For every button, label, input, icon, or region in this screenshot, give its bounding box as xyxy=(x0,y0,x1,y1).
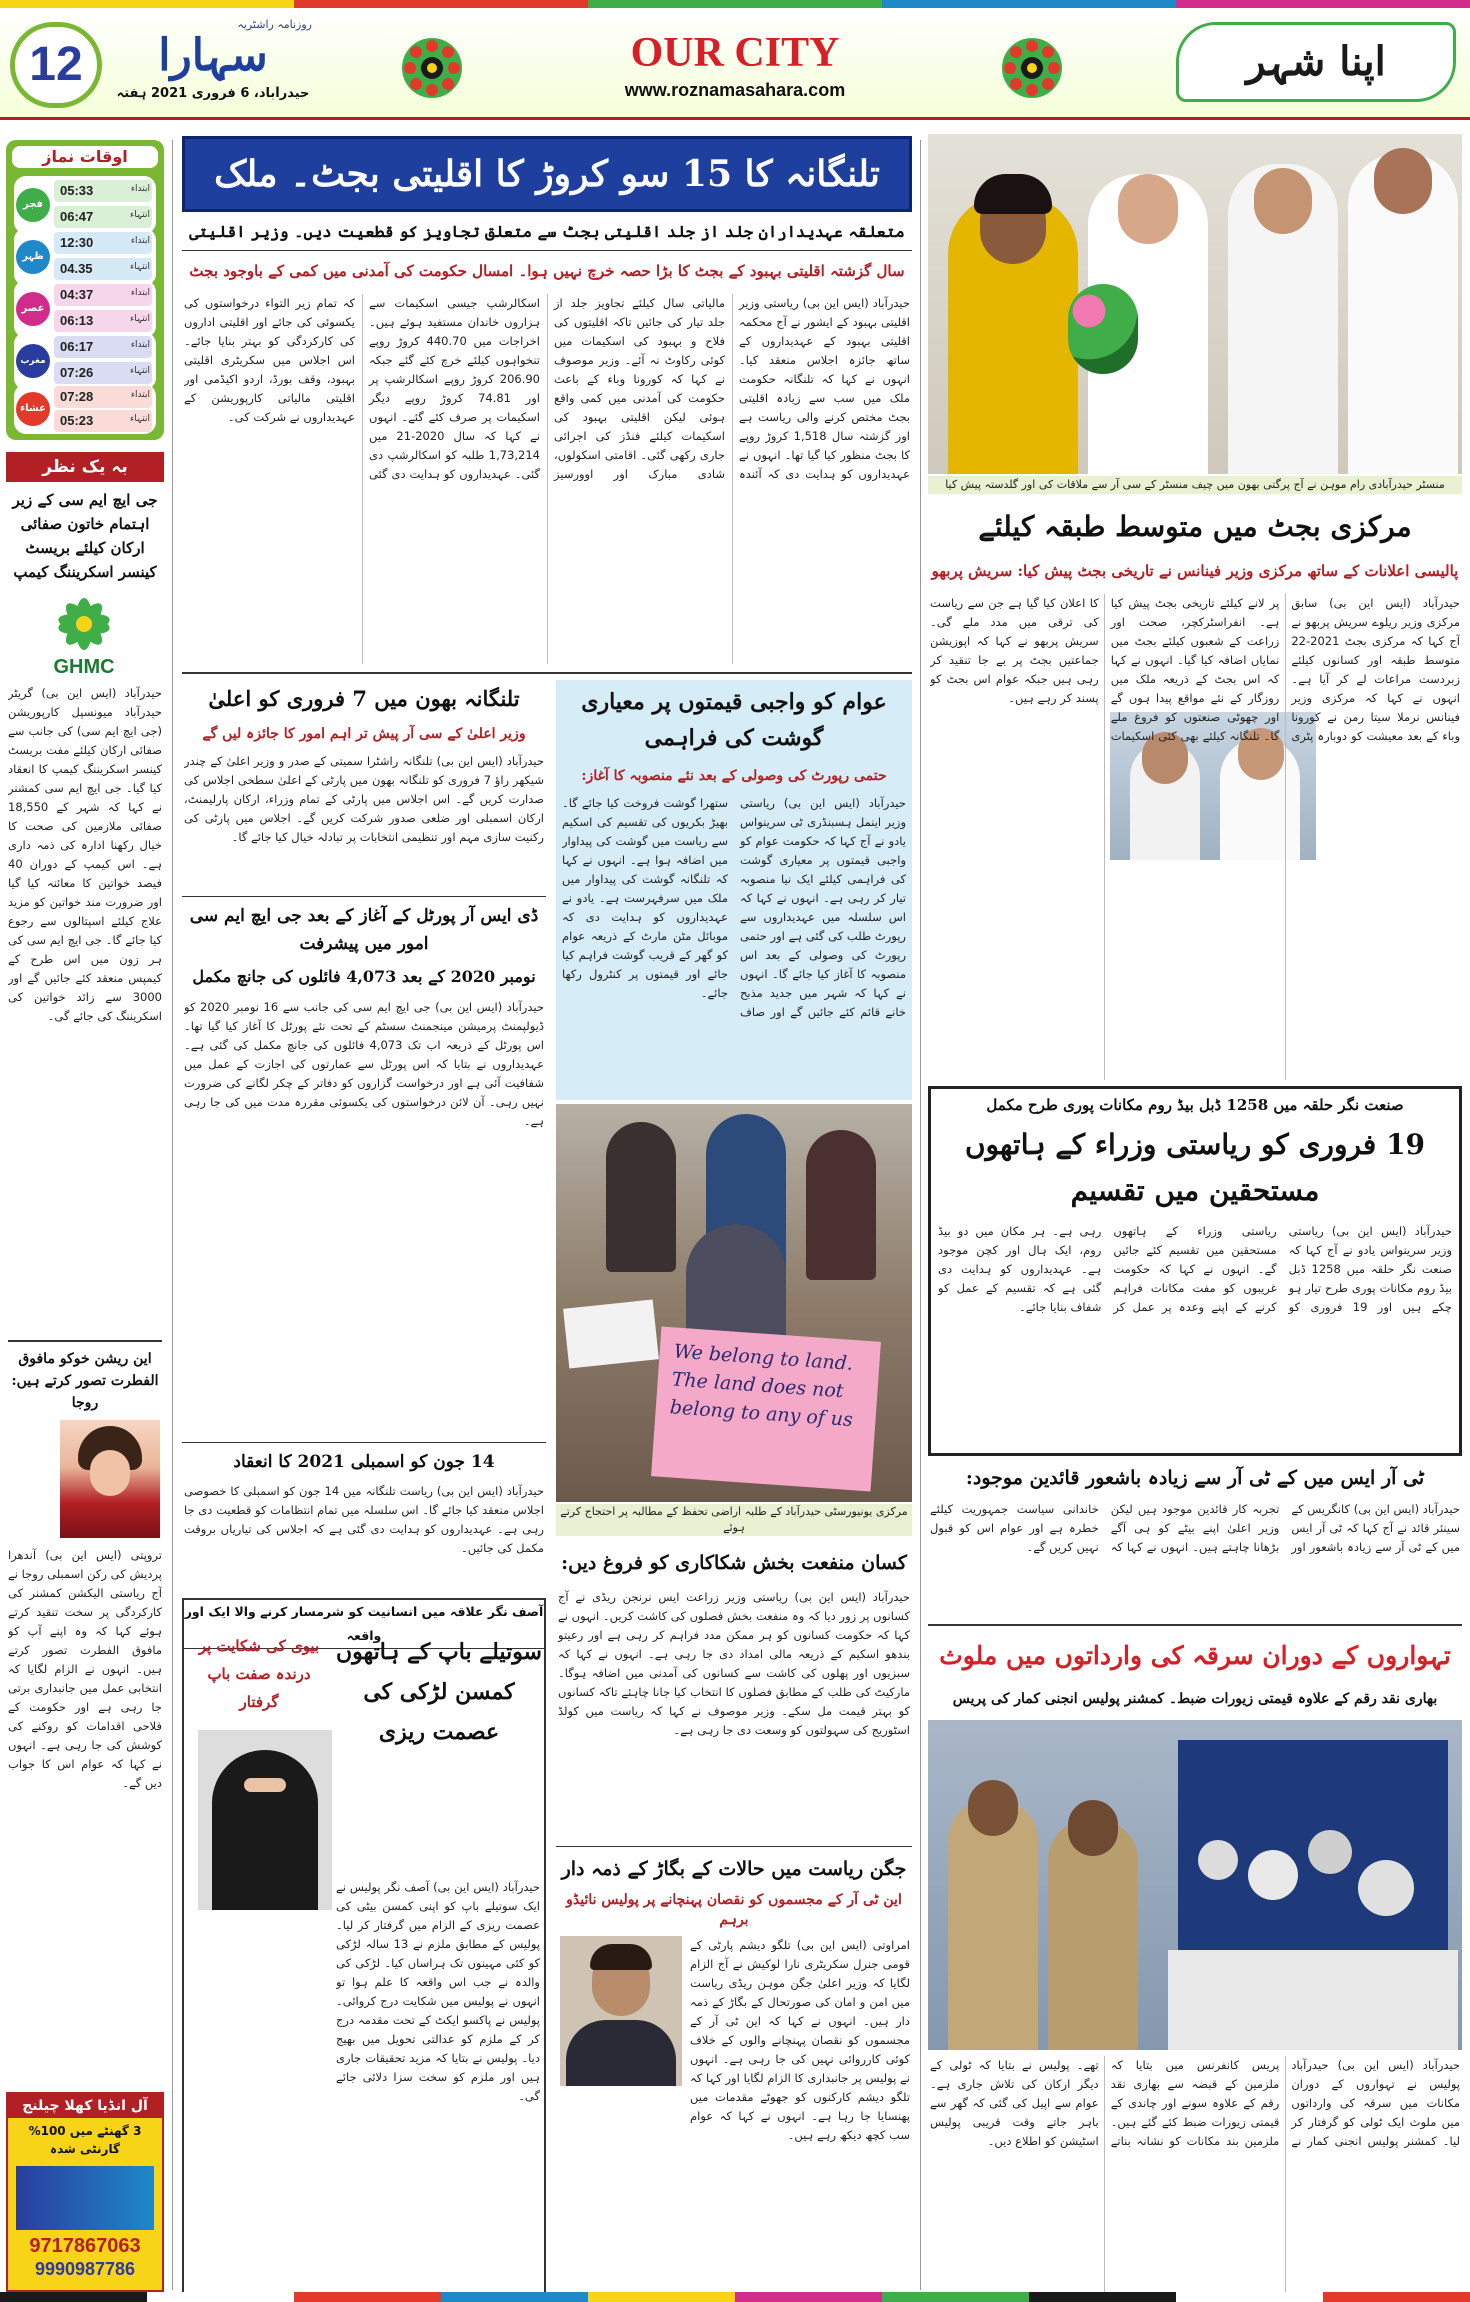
prayer-row-asr xyxy=(14,280,156,338)
ghmc-label: GHMC xyxy=(53,656,115,676)
ds-headline: ڈی ایس آر پورٹل کے آغاز کے بعد جی ایچ ایم سی امور میں پیشرفت xyxy=(189,906,539,954)
assembly-headline: 14 جون کو اسمبلی 2021 کا انعقاد xyxy=(233,1452,495,1472)
prayer-row-maghrib xyxy=(14,332,156,390)
section-name-tag xyxy=(1176,22,1456,102)
prayer-start: 07:28 xyxy=(54,386,152,408)
ad-phone1[interactable]: 9717867063 xyxy=(29,2235,141,2257)
lead-body: حیدرآباد (ایس این بی) ریاستی وزیر اقلیتی بہبود کے ایشور نے آج محکمہ اقلیتی بہبود کے عہدیداروں کے ساتھ جائزہ اجلاس منعقد کیا۔ انہوں نے کہا کہ تلنگانہ حکومت ملک میں سب سے زیادہ اقلیتی بجٹ مختص کرنے والی ریاست ہے اور گزشتہ سال 1,518 کروڑ روپے کا بجٹ منظور کیا گیا تھا۔ انہوں نے عہدیداروں کو ہدایت دی کہ آئندہ مالیاتی سال کیلئے تجاویز جلد از جلد تیار کی جائیں تاکہ اقلیتوں کی فلاح و بہبود کی اسکیمات میں کوئی رکاوٹ نہ آئے۔ وزیر موصوف نے کہا کہ کورونا وباء کے باعث حکومت کی آمدنی میں کمی واقع ہوئی لیکن اقلیتی بہبود کی اسکیمات کیلئے فنڈز کی اجرائی جاری رکھی گئی۔ اقامتی اسکولوں، شادی مبارک اور اوورسیز اسکالرشپ جیسی اسکیمات سے ہزاروں خاندان مستفید ہوئے ہیں۔ اخراجات میں 440.70 کروڑ روپے تنخواہوں کیلئے خرچ کئے گئے جبکہ 206.90 کروڑ روپے اسکالرشپ پر اور 74.81 کروڑ روپے دیگر اسکیمات پر صرف کئے گئے۔ انہوں نے کہا کہ سال 2020-21 میں 1,73,214 طلبہ کو اسکالرشپ دی گئی۔ عہدیداروں کو ہدایت دی گئی کہ تمام زیر التواء درخواستوں کی یکسوئی کی جائے اور اقلیتی اداروں کی کارکردگی کو بہتر بنایا جائے۔ اس اجلاس میں سکریٹری اقلیتی بہبود، وقف بورڈ، اردو اکیڈمی اور اقلیتی مالیاتی کارپوریشن کے عہدیداروں نے شرکت کی۔ xyxy=(184,296,910,481)
bouquet xyxy=(1068,284,1138,374)
prayer-name: ظہر xyxy=(16,240,50,274)
lokesh-photo xyxy=(560,1936,682,2086)
prayer-end: 06:13 xyxy=(54,310,152,332)
prayer-end: 04.35 xyxy=(54,258,152,280)
placard-text: We belong to land. The land does not belong to any of us xyxy=(669,1340,854,1432)
flower-emblem-icon xyxy=(1000,36,1064,100)
protest-placard xyxy=(651,1327,881,1492)
date-line: حیدرآباد، 6 فروری 2021 ہفتہ xyxy=(116,86,310,101)
theft-headline: تہواروں کے دوران سرقہ کی وارداتوں میں ملوث xyxy=(939,1641,1451,1670)
kcr-meeting-photo xyxy=(928,134,1462,474)
end-label: انتہاء xyxy=(130,366,150,376)
page-title: OUR CITY xyxy=(630,30,840,76)
prayer-end: 06:47 xyxy=(54,206,152,228)
budget-subhead: پالیسی اعلانات کے ساتھ مرکزی وزیر فینانس نے تاریخی بجٹ پیش کیا: سریش پربھو xyxy=(931,562,1459,580)
roja-headline: این ریشن خوکو مافوق الفطرت تصور کرتے ہیں: روجا xyxy=(11,1351,159,1411)
crime-body: حیدرآباد (ایس این بی) آصف نگر پولیس نے ایک سوتیلے باپ کو اپنی کمسن بیٹی کی عصمت ریزی کے الزام میں گرفتار کر لیا۔ پولیس کے مطابق ملزم نے 13 سالہ لڑکی کو کئی مہینوں تک ہراساں کیا۔ لڑکی کی والدہ نے جب اس واقعہ کا علم ہوا تو انہوں نے پولیس میں شکایت درج کروائی۔ پولیس نے پاکسو ایکٹ کے تحت مقدمہ درج کر کے ملزم کو عدالتی تحویل میں بھیج دیا۔ پولیس نے بتایا کہ مزید تحقیقات جاری ہیں اور ملزم کو سخت سزا دلائی جائے گی۔ xyxy=(336,1880,540,2103)
jagan-body: امراوتی (ایس این بی) تلگو دیشم پارٹی کے قومی جنرل سکریٹری نارا لوکیش نے آج الزام لگایا کہ وزیر اعلیٰ جگن موہن ریڈی ریاست میں امن و امان کی صورتحال کے بگاڑ کے ذمہ دار ہیں۔ انہوں نے کہا کہ این ٹی آر کے مجسموں کو نقصان پہنچانے والوں کے خلاف کوئی کارروائی نہیں کی جا رہی ہے۔ انہوں نے پولیس پر جانبداری کا الزام لگایا اور کہا کہ تلگو دیشم کارکنوں کو جھوٹے مقدمات میں پھنسایا جا رہا ہے۔ انہوں نے کہا کہ عوام سب کچھ دیکھ رہے ہیں۔ xyxy=(690,1938,910,2142)
crime-subhead: بیوی کی شکایت پر درندہ صفت باپ گرفتار xyxy=(198,1637,320,1711)
theft-body: حیدرآباد (ایس این بی) حیدرآباد پولیس نے تہواروں کے دوران مکانات میں سرقہ کی وارداتوں میں ملوث ایک ٹولی کو گرفتار کر لیا۔ کمشنر پولیس انجنی کمار نے پریس کانفرنس میں بتایا کہ ملزمین کے قبضہ سے بھاری نقد رقم کے علاوہ سونے اور چاندی کے قیمتی زیورات ضبط کئے گئے ہیں۔ ملزمین بند مکانات کو نشانہ بناتے تھے۔ پولیس نے بتایا کہ ٹولی کے دیگر ارکان کی تلاش جاری ہے۔ عوام سے اپیل کی گئی کہ گھر سے باہر جاتے وقت قریبی پولیس اسٹیشن کو اطلاع دیں۔ xyxy=(930,2058,1460,2148)
ad-phone2[interactable]: 9990987786 xyxy=(34,2259,136,2279)
prayer-start: 05:33 xyxy=(54,180,152,202)
start-label: ابتداء xyxy=(130,390,150,400)
prayer-title: اوقات نماز xyxy=(12,146,158,168)
divider xyxy=(182,250,912,251)
crime-headline: سوتیلے باپ کے ہاتھوں کمسن لڑکی کی عصمت ریزی xyxy=(336,1639,542,1745)
glance-headline: جی ایچ ایم سی کے زیر اہتمام خاتون صفائی ارکان کیلئے بریسٹ کینسر اسکریننگ کیمپ xyxy=(12,491,158,581)
lead-subhead: متعلقہ عہدیداران جلد از جلد اقلیتی بجٹ سے متعلق تجاویز کو قطعیت دیں۔ وزیر اقلیتی xyxy=(189,222,905,241)
protest-photo xyxy=(556,1104,912,1502)
start-label: ابتداء xyxy=(130,236,150,246)
lead-subhead-2: سال گزشتہ اقلیتی بہبود کے بجٹ کا بڑا حصہ خرچ نہیں ہوا۔ امسال حکومت کی آمدنی میں کمی کے باوجود بجٹ xyxy=(189,262,905,280)
divider xyxy=(8,1340,162,1342)
kcr-photo-caption: منسٹر حیدرآبادی رام موہن نے آج پرگتی بھون میں چیف منسٹر کے سی آر سے ملاقات کی اور گلدستہ پیش کیا xyxy=(928,476,1462,494)
prayer-start: 04:37 xyxy=(54,284,152,306)
budget-body: حیدرآباد (ایس این بی) سابق مرکزی وزیر ریلوے سریش پربھو نے آج کہا کہ مرکزی بجٹ 2021-22 متوسط طبقہ اور کسانوں کیلئے زبردست مراعات لے کر آیا ہے۔ انہوں نے کہا کہ مرکزی وزیر فینانس نرملا سیتا رمن نے کورونا وباء کے بعد معیشت کو دوبارہ پٹری پر لانے کیلئے تاریخی بجٹ پیش کیا ہے۔ انفراسٹرکچر، صحت اور زراعت کے شعبوں کیلئے بجٹ میں نمایاں اضافہ کیا گیا۔ انہوں نے کہا کہ اس بجٹ کے ذریعہ ملک میں روزگار کے نئے مواقع پیدا ہوں گے اور چھوٹی صنعتوں کو فروغ ملے گا۔ تلنگانہ کیلئے بھی کئی اسکیمات کا اعلان کیا گیا ہے جن سے ریاست کی ترقی میں مدد ملے گی۔ سریش پربھو نے کہا کہ اپوزیشن جماعتیں بجٹ پر بے جا تنقید کر رہی ہیں جبکہ عوام اس بجٹ کو پسند کر رہے ہیں۔ xyxy=(930,596,1460,743)
ad-title: آل انڈیا کھلا چیلنج xyxy=(8,2094,162,2118)
divider xyxy=(928,1624,1462,1626)
brand-name: سہارا xyxy=(158,30,268,81)
start-label: ابتداء xyxy=(130,288,150,298)
kcr-meet-subhead: وزیر اعلیٰ کے سی آر پیش تر اہم امور کا جائزہ لیں گے xyxy=(202,726,526,742)
housing-kicker: صنعت نگر حلقہ میں 1258 ڈبل بیڈ روم مکانات پوری طرح مکمل xyxy=(986,1096,1404,1114)
crime-body-cont xyxy=(188,1918,332,2288)
police-press-photo xyxy=(928,1720,1462,2050)
column-divider xyxy=(920,140,921,2290)
section-name: اپنا شہر xyxy=(1246,38,1386,85)
farmer-body: حیدرآباد (ایس این بی) ریاستی وزیر زراعت ایس نرنجن ریڈی نے آج کسانوں پر زور دیا کہ وہ منفعت بخش فصلوں کی کاشت کریں۔ انہوں نے کہا کہ حکومت کسانوں کو ہر ممکن مدد فراہم کر رہی ہے اور رعیتو بندھو اسکیم کے ذریعہ مالی امداد دی جا رہی ہے۔ انہوں نے کہا کہ سبزیوں اور پھلوں کی کاشت سے کسانوں کی آمدنی میں اضافہ ہوگا۔ مارکیٹ کی طلب کے مطابق فصلوں کا انتخاب کیا جانا چاہئے تاکہ کسانوں کو بہتر قیمت مل سکے۔ وزیر موصوف نے کہا کہ ریاست میں کولڈ اسٹوریج کی سہولتوں کو وسعت دی جا رہی ہے۔ xyxy=(558,1590,910,1737)
end-label: انتہاء xyxy=(130,210,150,220)
ghmc-logo xyxy=(24,596,144,676)
ad-hero xyxy=(16,2166,154,2230)
protest-caption: مرکزی یونیورسٹی حیدرآباد کے طلبہ اراضی تحفظ کے مطالبہ پر احتجاج کرتے ہوئے xyxy=(556,1504,912,1536)
start-label: ابتداء xyxy=(130,340,150,350)
divider xyxy=(182,1442,546,1443)
jagan-headline: جگن ریاست میں حالات کے بگاڑ کے ذمہ دار xyxy=(561,1858,907,1880)
top-color-bar xyxy=(0,0,1470,8)
ds-body: حیدرآباد (ایس این بی) جی ایچ ایم سی کی جانب سے 16 نومبر 2020 کو ڈیولپمنٹ پرمیشن مینجمنٹ سسٹم کے تحت نئے پورٹل کا آغاز کیا گیا تھا۔ اس پورٹل کے ذریعہ اب تک 4,073 فائلوں کی جانچ مکمل کی گئی ہے۔ عہدیداروں نے بتایا کہ اس پورٹل سے عمارتوں کی اجازت کے عمل میں شفافیت آئی ہے اور درخواست گزاروں کو دفاتر کے چکر لگانے کی ضرورت نہیں رہی۔ آن لائن درخواستوں کی یکسوئی مقررہ مدت میں کی جا رہی ہے۔ xyxy=(184,1000,544,1128)
budget-headline: مرکزی بجٹ میں متوسط طبقہ کیلئے xyxy=(978,510,1412,543)
assembly-body: حیدرآباد (ایس این بی) ریاست تلنگانہ میں 14 جون کو اسمبلی کا خصوصی اجلاس منعقد کیا جائے گا۔ اس سلسلہ میں تمام انتظامات کو قطعیت دی جا رہی ہے۔ عہدیداروں کو ہدایت دی گئی ہے کہ اجلاس کی تیاریاں بروقت مکمل کی جائیں۔ xyxy=(184,1484,544,1555)
end-label: انتہاء xyxy=(130,314,150,324)
trs-body: حیدرآباد (ایس این بی) کانگریس کے سینئر قائد نے آج کہا کہ ٹی آر ایس میں کے ٹی آر سے زیادہ باشعور اور تجربہ کار قائدین موجود ہیں لیکن وزیر اعلیٰ اپنے بیٹے کو ہی آگے بڑھانا چاہتے ہیں۔ انہوں نے کہا کہ خاندانی سیاست جمہوریت کیلئے خطرہ ہے اور عوام اس کو قبول نہیں کریں گے۔ xyxy=(930,1502,1460,1554)
glance-body: حیدرآباد (ایس این بی) گریٹر حیدرآباد میونسپل کارپوریشن (جی ایچ ایم سی) کی جانب سے صفائی ارکان کیلئے مفت بریسٹ کینسر اسکریننگ کیمپ کا انعقاد کیا گیا۔ جی ایچ ایم سی کمشنر نے کہا کہ شہر کے 18,550 صفائی ملازمین کی صحت کا خیال رکھنا ادارہ کی ذمہ داری ہے۔ اس کیمپ کے دوران 40 فیصد خواتین کا معائنہ کیا گیا اور ضرورت مند خواتین کو مزید علاج کیلئے اسپتالوں سے رجوع کیا جائے گا۔ جی ایچ ایم سی کی ہر زون میں اس طرح کے کیمپس منعقد کئے جائیں گے اور 3000 سے زائد خواتین کی اسکریننگ کی جائے گی۔ xyxy=(8,686,162,1023)
housing-headline: 19 فروری کو ریاستی وزراء کے ہاتھوں مستحقین میں تقسیم xyxy=(964,1128,1426,1207)
brand-logo xyxy=(108,18,318,86)
sidebar-ad[interactable] xyxy=(6,2092,164,2292)
kcr-meet-headline: تلنگانہ بھون میں 7 فروری کو اعلیٰ xyxy=(208,686,520,711)
prayer-name: عشاء xyxy=(16,392,50,426)
divider xyxy=(556,1846,912,1847)
ad-line: 3 گھنٹے میں 100% گارنٹی شدہ xyxy=(28,2124,142,2156)
prayer-row-zuhr xyxy=(14,228,156,286)
roja-photo xyxy=(60,1420,160,1538)
prayer-row-isha xyxy=(14,384,156,434)
site-url[interactable]: www.roznamasahara.com xyxy=(624,80,846,100)
prayer-name: عصر xyxy=(16,292,50,326)
bottom-color-bar xyxy=(0,2292,1470,2302)
crime-photo xyxy=(198,1730,332,1910)
prayer-start: 06:17 xyxy=(54,336,152,358)
jagan-subhead: این ٹی آر کے مجسموں کو نقصان پہنچانے پر پولیس نائیڈو برہم xyxy=(566,1892,902,1928)
prayer-name: مغرب xyxy=(16,344,50,378)
meat-subhead: حتمی رپورٹ کی وصولی کے بعد نئے منصوبہ کا آغاز: xyxy=(581,768,887,784)
lead-headline: تلنگانہ کا 15 سو کروڑ کا اقلیتی بجٹ۔ ملک xyxy=(214,153,880,195)
meat-headline: عوام کو واجبی قیمتوں پر معیاری گوشت کی فراہمی xyxy=(581,689,887,751)
divider xyxy=(182,896,546,897)
page-number: 12 xyxy=(29,38,83,91)
lead-banner xyxy=(182,136,912,212)
masthead xyxy=(0,0,1470,130)
theft-subhead: بھاری نقد رقم کے علاوہ قیمتی زیورات ضبط۔ کمشنر پولیس انجنی کمار کی پریس xyxy=(952,1691,1438,1707)
ghmc-emblem-icon xyxy=(24,596,144,652)
ds-subhead: نومبر 2020 کے بعد 4,073 فائلوں کی جانچ مکمل xyxy=(192,967,536,986)
page-number-badge xyxy=(10,22,102,108)
housing-body: حیدرآباد (ایس این بی) ریاستی وزیر سرینواس یادو نے آج کہا کہ صنعت نگر حلقہ میں 1258 ڈبل بیڈ روم مکانات پوری طرح تیار ہو چکے ہیں اور 19 فروری کو ریاستی وزراء کے ہاتھوں مستحقین میں تقسیم کئے جائیں گے۔ انہوں نے کہا کہ حکومت غریبوں کو مفت مکانات فراہم کرنے کے اپنے وعدہ پر عمل کر رہی ہے۔ ہر مکان میں دو بیڈ روم، ایک ہال اور کچن موجود ہے۔ عہدیداروں کو ہدایت دی گئی ہے کہ تقسیم کے عمل کو شفاف بنایا جائے۔ xyxy=(938,1224,1452,1314)
prayer-row-fajr xyxy=(14,176,156,234)
divider xyxy=(182,672,912,674)
flower-emblem-icon xyxy=(400,36,464,100)
glance-title: بہ یک نظر xyxy=(6,452,164,482)
end-label: انتہاء xyxy=(130,262,150,272)
trs-headline: ٹی آر ایس میں کے ٹی آر سے زیادہ باشعور قائدین موجود: xyxy=(965,1467,1425,1489)
end-label: انتہاء xyxy=(130,414,150,424)
crime-kicker: آصف نگر علاقہ میں انسانیت کو شرمسار کرنے والا ایک اور واقعہ xyxy=(184,1600,544,1649)
prayer-times-panel xyxy=(6,140,164,440)
prayer-start: 12:30 xyxy=(54,232,152,254)
start-label: ابتداء xyxy=(130,184,150,194)
prayer-end: 05:23 xyxy=(54,410,152,432)
column-divider xyxy=(172,140,173,2290)
roja-body: تروپتی (ایس این بی) آندھرا پردیش کی رکن اسمبلی روجا نے آج ریاستی الیکشن کمشنر کی کارکردگی پر سخت تنقید کرتے ہوئے کہا کہ وہ اپنے آپ کو مافوق الفطرت تصور کرتے ہیں۔ انہوں نے الزام لگایا کہ انتخابی عمل میں جانبداری برتی جا رہی ہے اور حکومت کے فلاحی اقدامات کو روکنے کی کوشش کی جا رہی ہے۔ انہوں نے کہا کہ عوام اس کا جواب دیں گے۔ xyxy=(8,1548,162,1790)
farmer-headline: کسان منفعت بخش شکاکاری کو فروغ دیں: xyxy=(561,1552,907,1574)
prayer-end: 07:26 xyxy=(54,362,152,384)
prayer-name: فجر xyxy=(16,188,50,222)
meat-body: حیدرآباد (ایس این بی) ریاستی وزیر اینمل ہسبنڈری ٹی سرینواس یادو نے آج کہا کہ حکومت عوام کو واجبی قیمتوں پر معیاری گوشت کی فراہمی کیلئے ایک نیا منصوبہ تیار کر رہی ہے۔ انہوں نے کہا کہ اس سلسلہ میں عہدیداروں سے رپورٹ طلب کی گئی ہے اور حتمی رپورٹ کی وصولی کے بعد اس منصوبہ کا آغاز کیا جائے گا۔ انہوں نے کہا کہ شہر میں جدید مذبح خانے قائم کئے جائیں گے اور صاف ستھرا گوشت فروخت کیا جائے گا۔ بھیڑ بکریوں کی تقسیم کی اسکیم سے ریاست میں گوشت کی پیداوار میں اضافہ ہوا ہے۔ انہوں نے کہا کہ تلنگانہ گوشت کی پیداوار میں ملک میں سرفہرست ہے۔ یادو نے عہدیداروں کو ہدایت دی کہ موبائل مٹن مارٹ کے ذریعہ عوام کو گھر کے قریب گوشت فراہم کیا جائے اور قیمتوں پر کنٹرول رکھا جائے۔ xyxy=(562,796,906,1019)
brand-sub: روزنامہ راشٹریہ xyxy=(237,18,312,31)
kcr-meet-body: حیدرآباد (ایس این بی) تلنگانہ راشٹرا سمیتی کے صدر و وزیر اعلیٰ کے چندر شیکھر راؤ 7 فروری کو تلنگانہ بھون میں پارٹی کے اعلیٰ سطحی اجلاس کی صدارت کریں گے۔ اس اجلاس میں پارٹی کے تمام وزراء، ارکان پارلیمنٹ، ارکان اسمبلی اور ضلعی صدور شرکت کریں گے۔ اجلاس میں پارٹی کی رکنیت سازی مہم اور تنظیمی انتخابات پر تبادلہ خیال کیا جائے گا۔ xyxy=(184,754,544,844)
